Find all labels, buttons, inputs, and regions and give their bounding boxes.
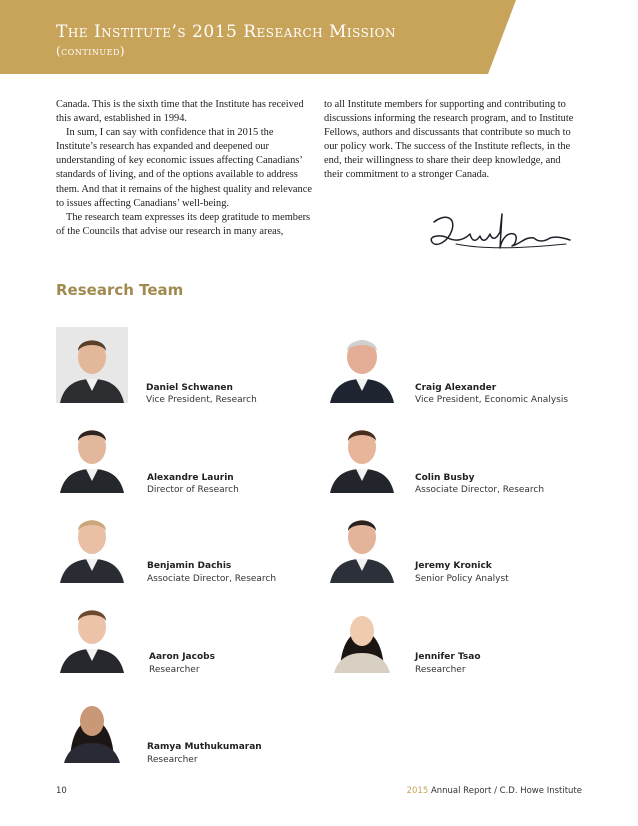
paragraph: Canada. This is the sixth time that the Institute has received this award, established in 1994. (56, 99, 304, 125)
member-role: Researcher (415, 665, 466, 675)
page-number: 10 (56, 786, 67, 796)
member-name: Ramya Muthukumaran (147, 742, 262, 752)
footer-year: 2015 (406, 786, 429, 796)
portrait-photo (56, 597, 128, 673)
page-subtitle: (continued) (56, 44, 126, 58)
member-role: Associate Director, Research (147, 574, 277, 584)
header-banner (0, 0, 516, 74)
paragraph: The research team expresses its deep gratitude to members of the Councils that advise our research in many areas, (56, 211, 311, 237)
signature-image (426, 208, 576, 261)
body-column-right (324, 98, 582, 183)
paragraph: to all Institute members for supporting and contributing to discussions informing the research program, and to Institute Fellows, authors and discussants that contribute so much to our policy work. The success of the Institute reflects, in the end, their willingness to share their deep knowledge, and their commitment to a stronger Canada. (324, 99, 574, 181)
member-role: Researcher (147, 755, 198, 765)
portrait-photo (326, 327, 398, 403)
member-role: Associate Director, Research (415, 485, 545, 495)
member-role: Vice President, Research (146, 395, 257, 405)
member-name: Aaron Jacobs (149, 652, 215, 662)
portrait-photo (326, 417, 398, 493)
member-name: Colin Busby (415, 473, 475, 483)
member-name: Alexandre Laurin (147, 473, 234, 483)
member-name: Benjamin Dachis (147, 561, 232, 571)
portrait-photo (326, 597, 398, 673)
portrait-photo (56, 327, 128, 403)
portrait-photo (326, 507, 398, 583)
page-title: The Institute’s 2015 Research Mission (56, 22, 396, 42)
paragraph: In sum, I can say with confidence that in 2015 the Institute’s research has expanded and deepened our understanding of key economic issues affecting Canadians’ standards of living, and of the options available to address them. And that it remains of the highest quality and relevance to issues affecting Canadians’ well-being. (56, 127, 312, 209)
footer-publication (407, 786, 582, 796)
member-name: Craig Alexander (415, 383, 497, 393)
member-name: Daniel Schwanen (146, 383, 233, 393)
section-title-research-team: Research Team (56, 281, 184, 299)
footer-title: Annual Report / C.D. Howe Institute (430, 786, 582, 796)
portrait-photo (56, 687, 128, 763)
member-role: Vice President, Economic Analysis (415, 395, 569, 405)
member-name: Jennifer Tsao (415, 652, 481, 662)
member-role: Director of Research (147, 485, 239, 495)
member-role: Researcher (149, 665, 200, 675)
member-name: Jeremy Kronick (415, 561, 492, 571)
portrait-photo (56, 417, 128, 493)
portrait-photo (56, 507, 128, 583)
member-role: Senior Policy Analyst (415, 574, 509, 584)
body-column-left (56, 98, 314, 239)
